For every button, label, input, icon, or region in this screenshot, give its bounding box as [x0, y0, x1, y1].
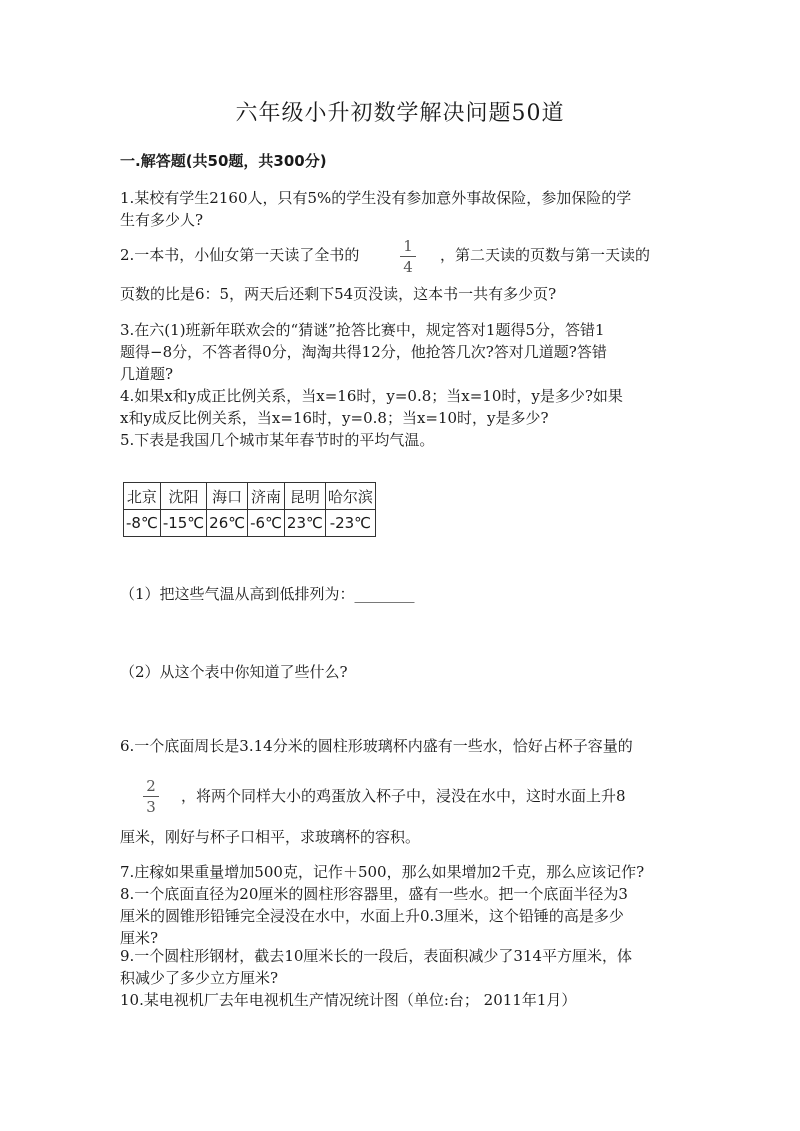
table-cell-city: 昆明: [284, 483, 325, 510]
section-heading: 一.解答题(共50题，共300分): [120, 152, 327, 170]
q5-sub1: （1）把这些气温从高到低排列为：________: [120, 585, 415, 603]
q6-fraction: [141, 777, 161, 816]
table-cell-temp: -15℃: [160, 510, 206, 537]
q8-line1: 8.一个底面直径为20厘米的圆柱形容器里，盛有一些水。把一个底面半径为3: [120, 885, 628, 903]
q2-fraction-bar: [400, 256, 416, 257]
page-title: 六年级小升初数学解决问题50道: [235, 101, 565, 126]
q9-line1: 9.一个圆柱形钢材，截去10厘米长的一段后，表面积减少了314平方厘米，体: [120, 947, 633, 965]
q1-line1: 1.某校有学生2160人，只有5%的学生没有参加意外事故保险，参加保险的学: [120, 189, 632, 207]
table-cell-city: 海口: [207, 483, 248, 510]
q2-fraction-denominator: 4: [403, 258, 413, 276]
q6-line3: 厘米，刚好与杯子口相平，求玻璃杯的容积。: [120, 828, 421, 846]
q3-line3: 几道题?: [120, 365, 174, 383]
table-row-cities: [124, 483, 376, 510]
table-cell-temp: -6℃: [248, 510, 285, 537]
q2-line1-after: ，第二天读的页数与第一天读的: [440, 246, 651, 264]
table-cell-temp: -8℃: [124, 510, 161, 537]
table-cell-temp: 23℃: [284, 510, 325, 537]
q10-line1: 10.某电视机厂去年电视机生产情况统计图（单位:台； 2011年1月）: [120, 991, 577, 1009]
q6-fraction-bar: [143, 796, 159, 797]
q1-line2: 生有多少人?: [120, 211, 204, 229]
table-cell-city: 北京: [124, 483, 161, 510]
q6-line2: ，将两个同样大小的鸡蛋放入杯子中，浸没在水中，这时水面上升8: [181, 787, 626, 805]
table-cell-city: 哈尔滨: [325, 483, 375, 510]
q9-line2: 积减少了多少立方厘米?: [120, 969, 279, 987]
q5-sub2: （2）从这个表中你知道了些什么?: [120, 663, 348, 681]
table-cell-temp: 26℃: [207, 510, 248, 537]
q2-fraction: [398, 237, 418, 276]
q8-line3: 厘米?: [120, 929, 159, 947]
q8-line2: 厘米的圆锥形铅锤完全浸没在水中，水面上升0.3厘米，这个铅锤的高是多少: [120, 907, 624, 925]
table-row-temps: [124, 510, 376, 537]
q2-line1-before: 2.一本书，小仙女第一天读了全书的: [120, 246, 360, 264]
q3-line2: 题得−8分，不答者得0分，淘淘共得12分，他抢答几次?答对几道题?答错: [120, 343, 607, 361]
q6-fraction-denominator: 3: [146, 798, 156, 816]
q3-line1: 3.在六(1)班新年联欢会的“猜谜”抢答比赛中，规定答对1题得5分，答错1: [120, 321, 605, 339]
table-cell-city: 沈阳: [160, 483, 206, 510]
table-cell-city: 济南: [248, 483, 285, 510]
q4-line1: 4.如果x和y成正比例关系，当x=16时，y=0.8；当x=10时，y是多少?如果: [120, 387, 623, 405]
temperature-table: [123, 482, 376, 537]
table-cell-temp: -23℃: [325, 510, 375, 537]
q5-line1: 5.下表是我国几个城市某年春节时的平均气温。: [120, 431, 435, 449]
q7-line1: 7.庄稼如果重量增加500克，记作＋500，那么如果增加2千克，那么应该记作?: [120, 863, 645, 881]
q2-fraction-numerator: 1: [403, 237, 413, 255]
q4-line2: x和y成反比例关系，当x=16时，y=0.8；当x=10时，y是多少?: [120, 409, 549, 427]
q2-line2: 页数的比是6：5，两天后还剩下54页没读，这本书一共有多少页?: [120, 285, 557, 303]
q6-fraction-numerator: 2: [146, 777, 156, 795]
q6-line1: 6.一个底面周长是3.14分米的圆柱形玻璃杯内盛有一些水，恰好占杯子容量的: [120, 737, 633, 755]
